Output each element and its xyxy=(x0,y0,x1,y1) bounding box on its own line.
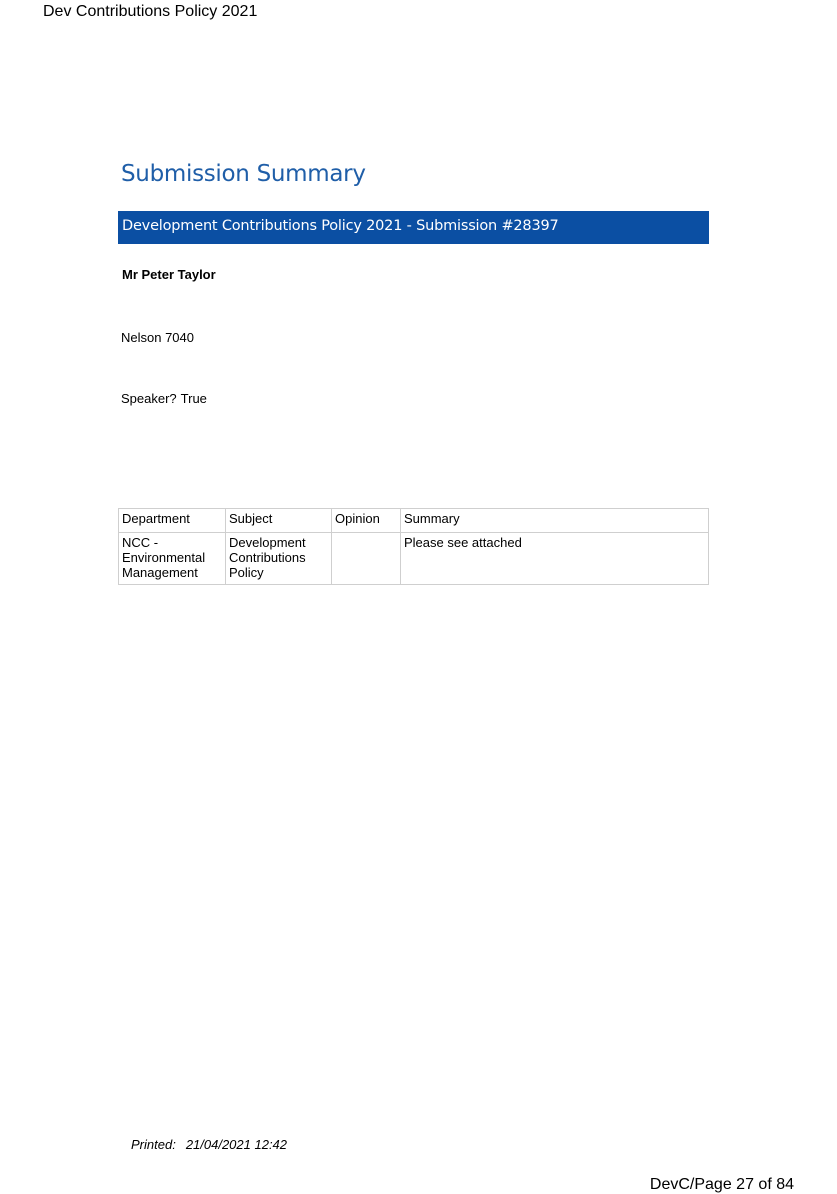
cell-department-line: Environmental xyxy=(122,550,206,565)
cell-department xyxy=(119,533,226,585)
submission-table xyxy=(118,508,709,585)
speaker-label: Speaker? xyxy=(121,391,177,406)
printed-timestamp xyxy=(131,1137,287,1152)
table-header-row xyxy=(119,509,709,533)
page-number: DevC/Page 27 of 84 xyxy=(649,1176,794,1193)
column-header-summary: Summary xyxy=(401,509,709,533)
cell-summary: Please see attached xyxy=(401,533,709,585)
printed-value: 21/04/2021 12:42 xyxy=(185,1137,288,1152)
submission-heading-bar: Development Contributions Policy 2021 - Submission #28397 xyxy=(118,211,709,244)
column-header-subject: Subject xyxy=(226,509,332,533)
column-header-department: Department xyxy=(119,509,226,533)
cell-department-line: NCC - xyxy=(122,535,159,550)
page-title: Submission Summary xyxy=(121,161,366,187)
cell-opinion xyxy=(332,533,401,585)
running-header-title: Dev Contributions Policy 2021 xyxy=(43,3,258,20)
speaker-line xyxy=(121,391,207,406)
column-header-opinion: Opinion xyxy=(332,509,401,533)
cell-subject-line: Contributions xyxy=(229,550,306,565)
submitter-name: Mr Peter Taylor xyxy=(122,267,216,282)
printed-label: Printed: xyxy=(131,1137,176,1152)
cell-department-line: Management xyxy=(122,565,198,580)
cell-subject xyxy=(226,533,332,585)
cell-subject-line: Development xyxy=(229,535,306,550)
submitter-address: Nelson 7040 xyxy=(121,330,194,345)
cell-subject-line: Policy xyxy=(229,565,264,580)
speaker-value: True xyxy=(180,391,207,406)
table-row xyxy=(119,533,709,585)
